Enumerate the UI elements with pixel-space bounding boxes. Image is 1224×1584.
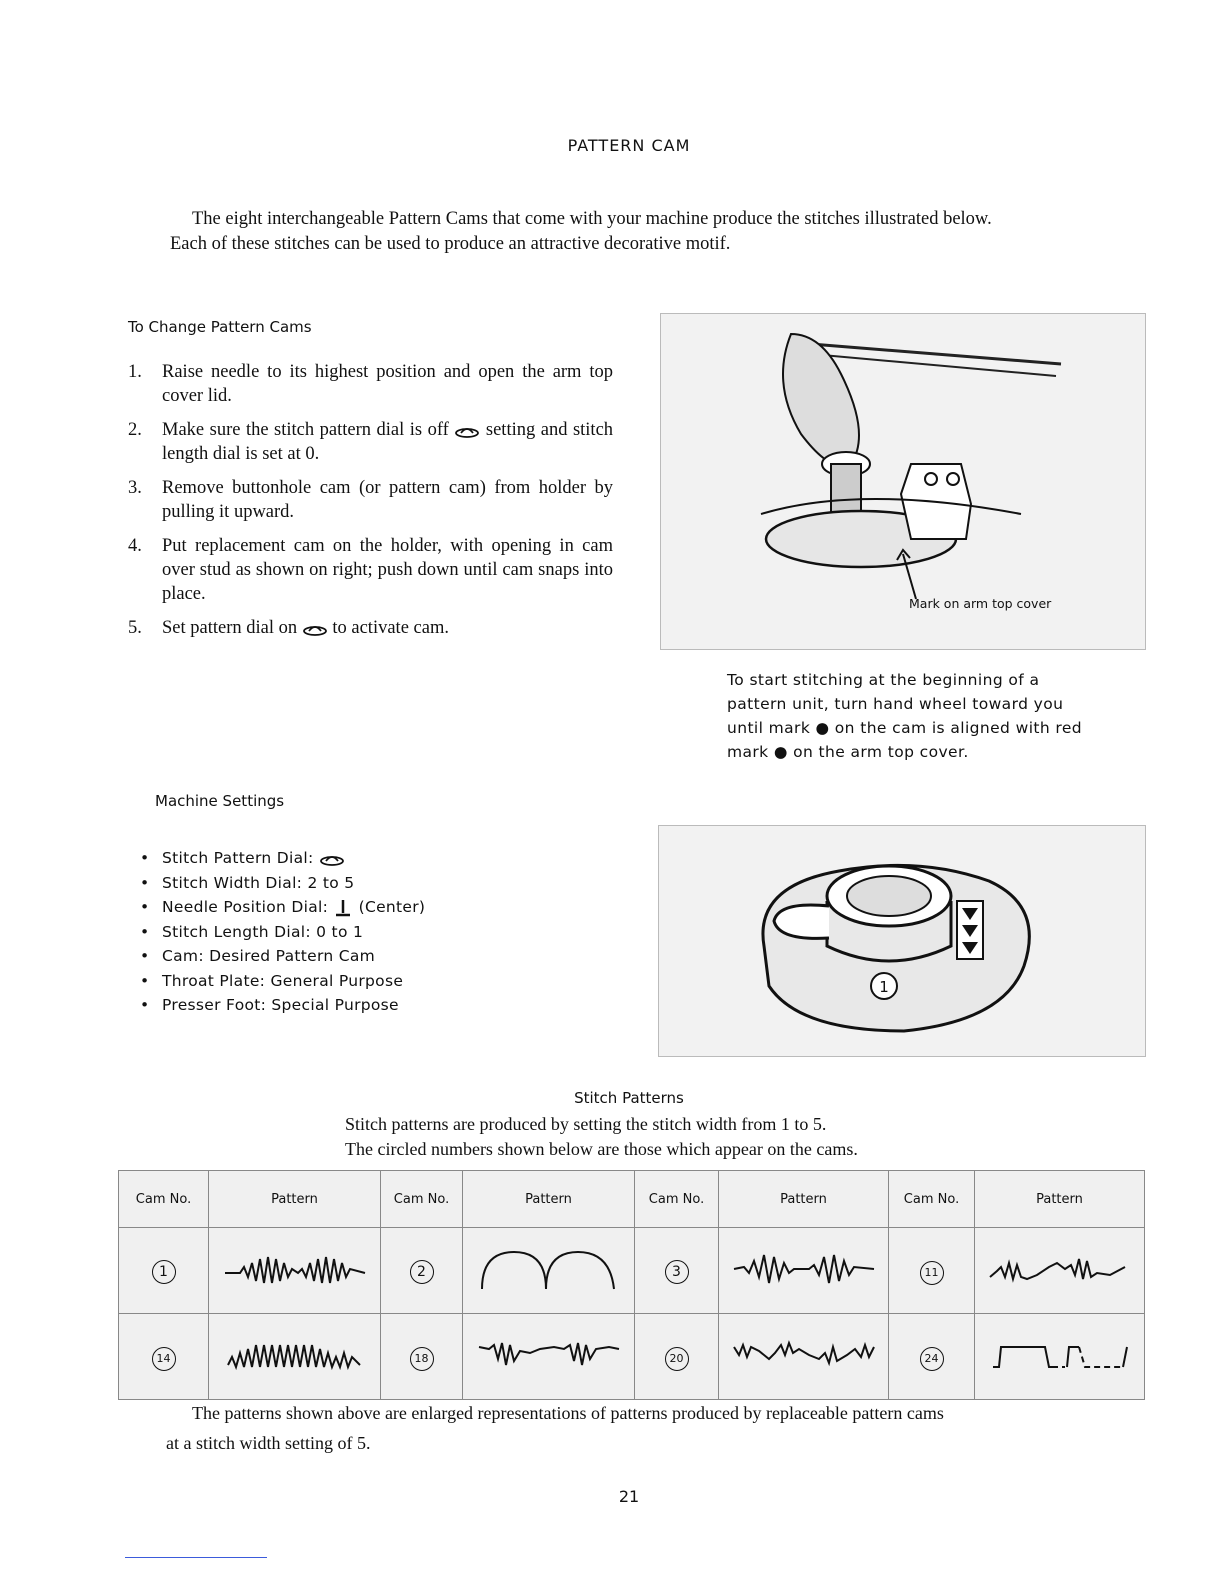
setting-label: Throat Plate: <box>162 971 266 990</box>
col-cam-header: Cam No. <box>889 1171 975 1228</box>
machine-settings-list <box>140 846 425 1018</box>
pattern-cam-24-swatch <box>985 1335 1135 1375</box>
footnote-line-2: at a stitch width setting of 5. <box>166 1433 371 1453</box>
cam-number: 3 <box>665 1260 689 1284</box>
setting-item <box>140 944 425 969</box>
step-text-before: Set pattern dial on <box>162 618 298 638</box>
pattern-cell <box>975 1314 1145 1400</box>
setting-item <box>140 993 425 1018</box>
pattern-cam-2-swatch <box>474 1244 624 1294</box>
step-number: 2. <box>128 420 142 440</box>
stitch-patterns-heading: Stitch Patterns <box>574 1089 684 1107</box>
col-pattern-header: Pattern <box>463 1171 635 1228</box>
table-header-row <box>119 1171 1145 1228</box>
setting-value: 2 to 5 <box>307 873 355 892</box>
step-text-before: Make sure the stitch pattern dial is off <box>162 420 449 440</box>
cam-number-cell <box>381 1228 463 1314</box>
intro-paragraph <box>170 207 1160 257</box>
cam-number-label: 1 <box>879 978 889 996</box>
pattern-cell <box>209 1228 381 1314</box>
step-text: Put replacement cam on the holder, with opening in cam over stud as shown on right; push down until cam snaps into place. <box>162 536 613 604</box>
pattern-cam-photo <box>658 825 1146 1057</box>
pattern-cell <box>463 1228 635 1314</box>
step-item <box>128 418 613 466</box>
cam-number: 24 <box>920 1347 944 1371</box>
step-text-after: setting and stitch length dial is set at 0. <box>162 420 614 464</box>
setting-value: Desired Pattern Cam <box>209 947 376 965</box>
cam-number: 11 <box>920 1261 944 1285</box>
change-steps-list <box>128 360 613 650</box>
cam-number-cell <box>635 1228 719 1314</box>
intro-line-1: The eight interchangeable Pattern Cams that come with your machine produce the stitches illustrated below. <box>192 209 992 229</box>
cam-number-cell <box>635 1314 719 1400</box>
col-cam-header: Cam No. <box>119 1171 209 1228</box>
pattern-cam-20-swatch <box>729 1335 879 1375</box>
footnote-line-1: The patterns shown above are enlarged representations of patterns produced by replaceable pattern cams <box>192 1403 944 1423</box>
intro-line-2: Each of these stitches can be used to produce an attractive decorative motif. <box>170 234 731 254</box>
setting-item <box>140 871 425 896</box>
step-text: Raise needle to its highest position and open the arm top cover lid. <box>162 362 613 406</box>
page-title: PATTERN CAM <box>567 136 691 155</box>
step-number: 5. <box>128 618 142 638</box>
step-item <box>128 534 613 606</box>
pattern-cell <box>719 1314 889 1400</box>
cam-number-cell <box>889 1314 975 1400</box>
cam-holder-illustration <box>661 314 1145 649</box>
setting-item <box>140 920 425 945</box>
pattern-cam-11-swatch <box>985 1249 1135 1289</box>
cam-number-cell <box>889 1228 975 1314</box>
step-text: Remove buttonhole cam (or pattern cam) from holder by pulling it upward. <box>162 478 613 522</box>
pattern-cam-1-swatch <box>220 1249 370 1289</box>
cam-number: 18 <box>410 1347 434 1371</box>
cam-number: 14 <box>152 1347 176 1371</box>
page-number: 21 <box>618 1487 640 1506</box>
step-text-after: to activate cam. <box>332 618 449 638</box>
setting-label: Stitch Pattern Dial: <box>162 849 314 867</box>
mark-label: Mark on arm top cover <box>909 596 1052 611</box>
setting-label: Stitch Length Dial: <box>162 922 311 941</box>
col-cam-header: Cam No. <box>635 1171 719 1228</box>
setting-label: Stitch Width Dial: <box>162 873 303 892</box>
cam-number: 2 <box>410 1260 434 1284</box>
stitch-patterns-line-2: The circled numbers shown below are those which appear on the cams. <box>345 1139 858 1159</box>
pattern-cam-14-swatch <box>220 1335 370 1375</box>
step-number: 1. <box>128 362 142 382</box>
setting-value: 0 to 1 <box>316 922 364 941</box>
setting-value: (Center) <box>358 898 426 916</box>
setting-label: Presser Foot: <box>162 996 267 1014</box>
cam-number-cell <box>119 1228 209 1314</box>
pattern-cell <box>463 1314 635 1400</box>
cam-number: 1 <box>152 1260 176 1284</box>
step-item <box>128 360 613 408</box>
col-pattern-header: Pattern <box>975 1171 1145 1228</box>
footnote <box>166 1398 1126 1458</box>
setting-value: Special Purpose <box>271 996 399 1014</box>
machine-settings-heading: Machine Settings <box>155 792 285 810</box>
setting-label: Needle Position Dial: <box>162 898 329 916</box>
setting-item <box>140 846 425 871</box>
cam-number-cell <box>119 1314 209 1400</box>
setting-value: General Purpose <box>270 971 404 990</box>
pattern-cam-illustration <box>659 826 1145 1056</box>
table-row <box>119 1314 1145 1400</box>
pattern-cam-18-swatch <box>474 1335 624 1375</box>
pattern-cell <box>209 1314 381 1400</box>
pattern-cell <box>719 1228 889 1314</box>
stitch-patterns-table <box>118 1170 1145 1400</box>
col-pattern-header: Pattern <box>209 1171 381 1228</box>
cam-number: 20 <box>665 1347 689 1371</box>
col-cam-header: Cam No. <box>381 1171 463 1228</box>
setting-label: Cam: <box>162 947 204 965</box>
step-number: 4. <box>128 536 142 556</box>
photo-caption: To start stitching at the beginning of a pattern unit, turn hand wheel toward you until mark ● on the cam is aligned with red mark ● on the arm top cover. <box>727 671 1083 761</box>
setting-item <box>140 895 425 920</box>
table-row <box>119 1228 1145 1314</box>
change-cams-heading: To Change Pattern Cams <box>128 318 312 336</box>
pattern-dial-icon <box>319 852 345 866</box>
col-pattern-header: Pattern <box>719 1171 889 1228</box>
cam-number-cell <box>381 1314 463 1400</box>
step-number: 3. <box>128 478 142 498</box>
step-item <box>128 616 613 640</box>
step-item <box>128 476 613 524</box>
setting-item <box>140 969 425 994</box>
pattern-cell <box>975 1228 1145 1314</box>
pattern-cam-3-swatch <box>729 1249 879 1289</box>
center-needle-icon <box>333 899 353 917</box>
pattern-dial-icon <box>454 424 480 438</box>
stitch-patterns-line-1: Stitch patterns are produced by setting the stitch width from 1 to 5. <box>345 1114 827 1134</box>
pattern-dial-icon <box>302 622 328 636</box>
footer-rule <box>125 1557 267 1558</box>
cam-holder-photo <box>660 313 1146 650</box>
